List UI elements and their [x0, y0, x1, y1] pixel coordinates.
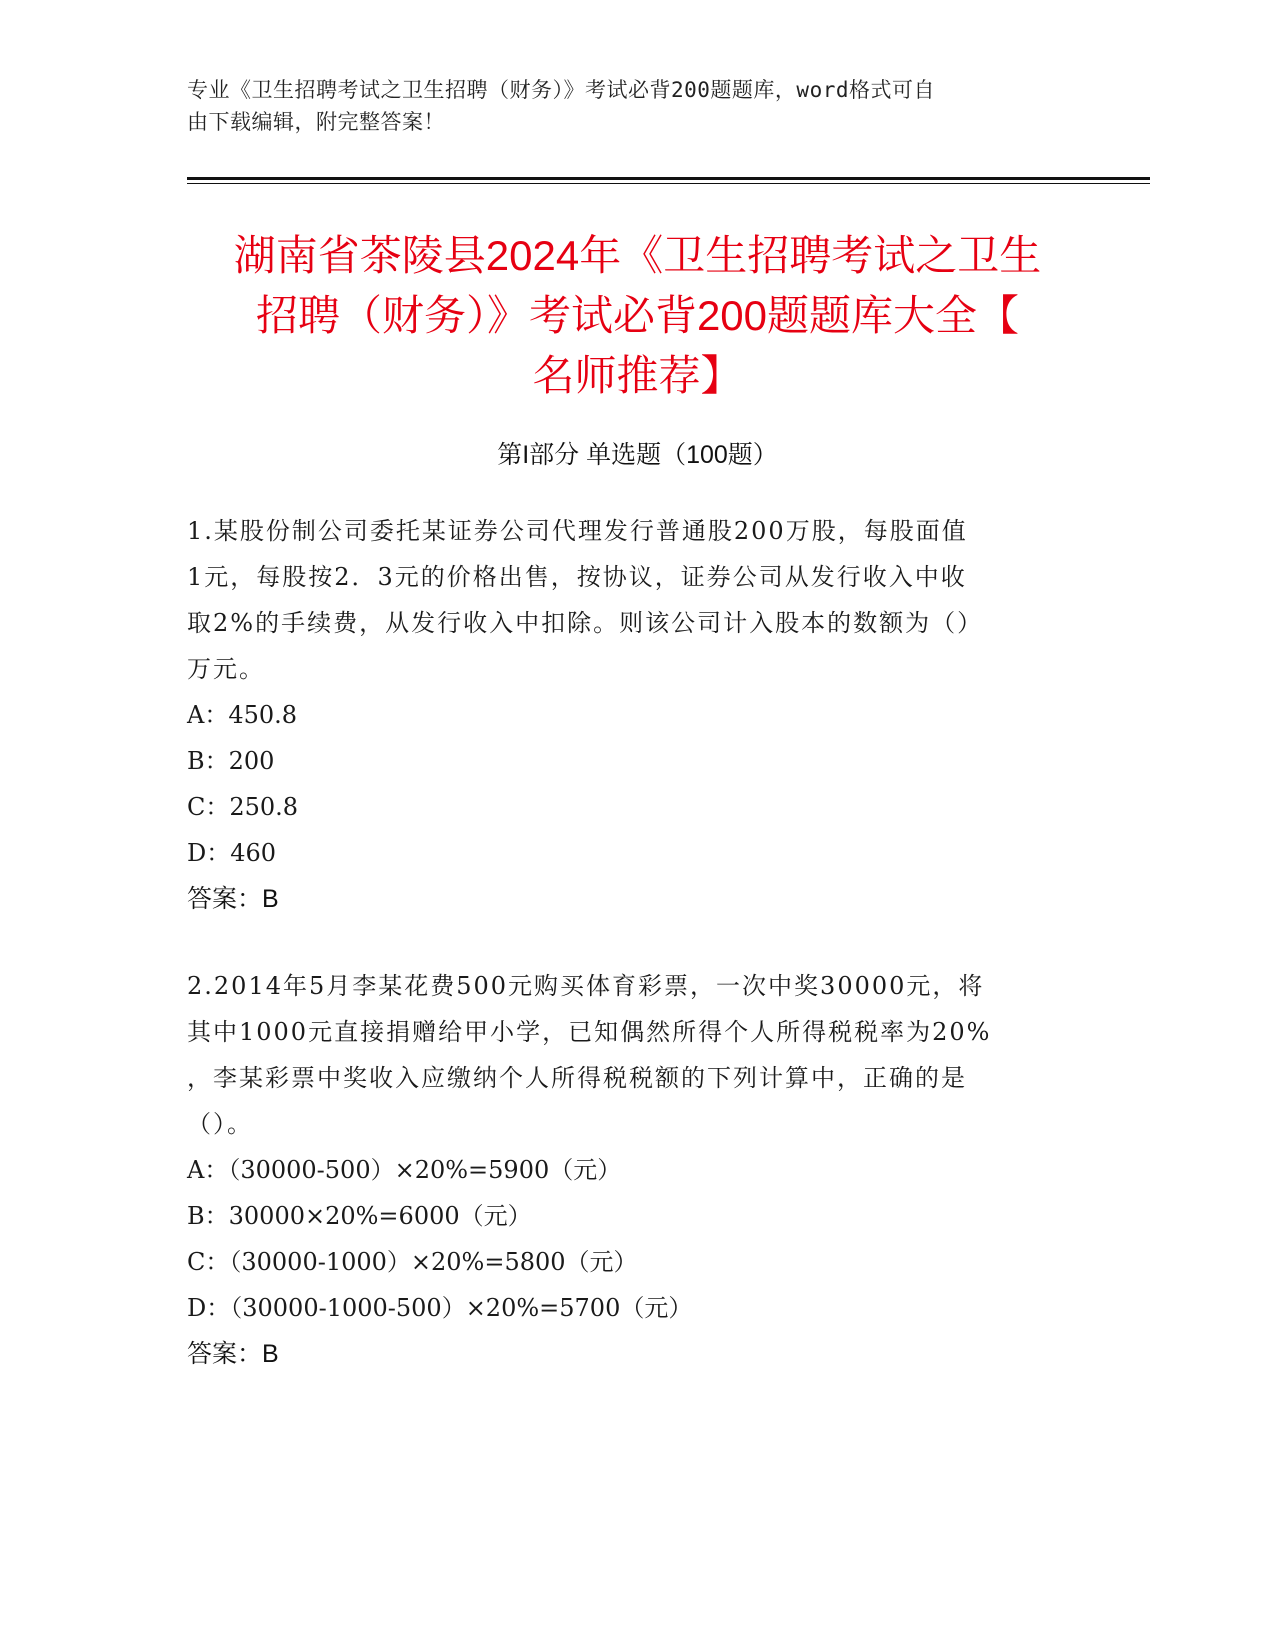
header-note — [187, 74, 1067, 138]
question-stem-line: 万元。 — [187, 655, 265, 683]
title-line: 招聘（财务）》考试必背200题题库大全【 — [255, 292, 1020, 339]
question-stem-line: 1.某股份制公司委托某证券公司代理发行普通股200万股，每股面值 — [187, 517, 968, 545]
option-b: B：30000×20%=6000（元） — [187, 1202, 532, 1230]
section-heading: 第I部分 单选题（100题） — [497, 441, 778, 469]
question-item — [187, 508, 1067, 922]
title-line: 名师推荐】 — [532, 352, 743, 399]
option-a: A：（30000-500）×20%=5900（元） — [187, 1156, 622, 1184]
answer-text: 答案：B — [187, 885, 279, 913]
option-a: A：450.8 — [187, 701, 298, 729]
question-item — [187, 963, 1067, 1377]
option-d: D：（30000-1000-500）×20%=5700（元） — [187, 1294, 693, 1322]
question-stem — [187, 963, 1067, 1147]
header-divider-thick — [187, 177, 1150, 180]
document-title — [160, 226, 1115, 406]
question-stem-line: 其中1000元直接捐赠给甲小学，已知偶然所得个人所得税税率为20% — [187, 1018, 992, 1046]
question-stem — [187, 508, 1067, 692]
option-c: C：250.8 — [187, 793, 299, 821]
header-note-line: 专业《卫生招聘考试之卫生招聘（财务）》考试必背200题题库，word格式可自 — [187, 78, 935, 102]
question-stem-line: 1元，每股按2．3元的价格出售，按协议，证券公司从发行收入中收 — [187, 563, 967, 591]
header-note-line: 由下载编辑，附完整答案！ — [187, 110, 445, 134]
option-b: B：200 — [187, 747, 275, 775]
question-stem-line: （）。 — [187, 1110, 253, 1138]
title-line: 湖南省茶陵县2024年《卫生招聘考试之卫生 — [233, 232, 1042, 279]
option-d: D：460 — [187, 839, 277, 867]
answer-text: 答案：B — [187, 1340, 279, 1368]
question-stem-line: 取2%的手续费，从发行收入中扣除。则该公司计入股本的数额为（） — [187, 609, 984, 637]
question-stem-line: 2.2014年5月李某花费500元购买体育彩票，一次中奖30000元，将 — [187, 972, 985, 1000]
header-divider-thin — [187, 183, 1150, 184]
option-c: C：（30000-1000）×20%=5800（元） — [187, 1248, 638, 1276]
question-stem-line: ，李某彩票中奖收入应缴纳个人所得税税额的下列计算中，正确的是 — [187, 1064, 967, 1092]
